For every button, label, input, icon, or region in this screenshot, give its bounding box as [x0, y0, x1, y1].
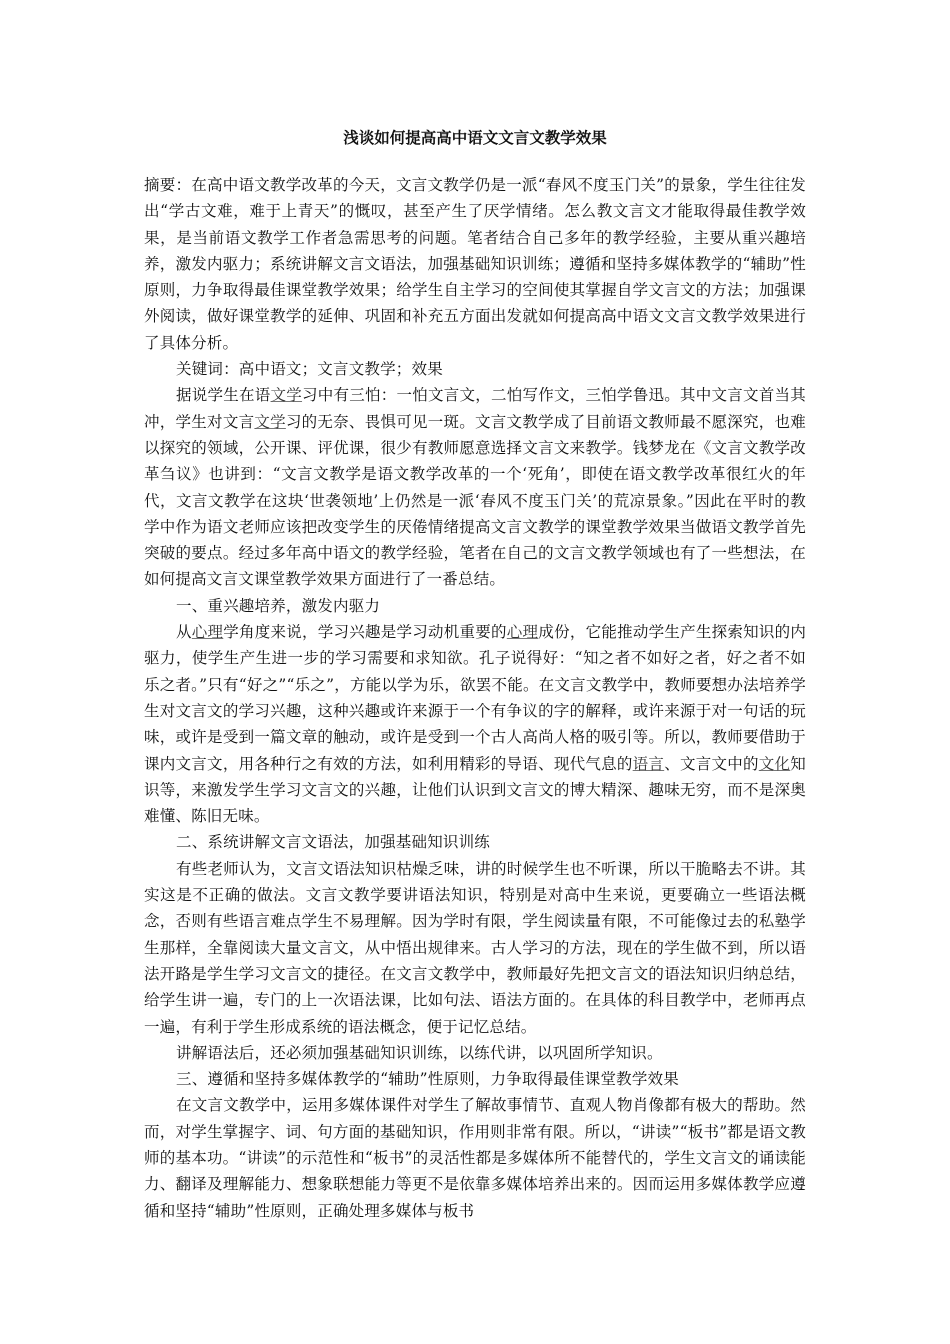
document-page — [144, 125, 806, 1224]
intro-paragraph — [144, 382, 806, 592]
section-1-heading: 一、重兴趣培养，激发内驱力 — [176, 596, 381, 615]
intro-text-3: 习的无奈、畏惧可见一斑。文言文教学成了目前语文教师最不愿深究，也难以探究的领域，公开课、评优课，很少有教师愿意选择文言文来教学。钱梦龙在《文言文教学改革刍议》也讲到：“文言文教学是语文教学改革的一个‘死角’，即使在语文教学改革很红火的年代，文言文教学在这块‘世袭领地’上仍然是一派‘春风不度玉门关’的荒凉景象。”因此在平时的教学中作为语文老师应该把改变学生的厌倦情绪提高文言文教学的课堂教学效果当做语文教学首先突破的要点。经过多年高中语文的教学经验，笔者在自己的文言文教学领域也有了一些想法，在如何提高文言文课堂教学效果方面进行了一番总结。 — [144, 412, 806, 589]
hyperlink-yuyan[interactable]: 语言 — [632, 754, 665, 773]
hyperlink-wenxue-2[interactable]: 文学 — [254, 412, 286, 431]
intro-text-2: 习中有三怕：一怕文言文，二怕写作文，三怕学鲁迅。其中文言文首当其冲，学生对文言 — [144, 386, 807, 431]
section-2-followup: 讲解语法后，还必须加强基础知识训练，以练代讲，以巩固所学知识。 — [176, 1043, 663, 1062]
section-3-heading: 三、遵循和坚持多媒体教学的“辅助”性原则，力争取得最佳课堂教学效果 — [176, 1070, 679, 1089]
hyperlink-wenxue-1[interactable]: 文学 — [270, 386, 303, 405]
hyperlink-xinli-1[interactable]: 心理 — [191, 623, 224, 642]
document-title: 浅谈如何提高高中语文文言文教学效果 — [343, 128, 607, 147]
section-1-paragraph — [144, 619, 806, 829]
section-3-paragraph: 在文言文教学中，运用多媒体课件对学生了解故事情节、直观人物肖像都有极大的帮助。然而，对学生掌握字、词、句方面的基础知识，作用则非常有限。所以，“讲读”“板书”都是语文教师的基本功。“讲读”的示范性和“板书”的灵活性都是多媒体所不能替代的，学生文言文的诵读能力、翻译及理解能力、想象联想能力等更不是依靠多媒体培养出来的。因而运用多媒体教学应遵循和坚持“辅助”性原则，正确处理多媒体与板书 — [144, 1096, 806, 1220]
section-2-heading: 二、系统讲解文言文语法，加强基础知识训练 — [176, 833, 491, 852]
section-2-paragraph: 有些老师认为，文言文语法知识枯燥乏味，讲的时候学生也不听课，所以干脆略去不讲。其实这是不正确的做法。文言文教学要讲语法知识，特别是对高中生来说，更要确立一些语法概念，否则有些语言难点学生不易理解。因为学时有限，学生阅读量有限，不可能像过去的私塾学生那样，全靠阅读大量文言文，从中悟出规律来。古人学习的方法，现在的学生做不到，所以语法开路是学生学习文言文的捷径。在文言文教学中，教师最好先把文言文的语法知识归纳总结，给学生讲一遍，专门的上一次语法课，比如句法、语法方面的。在具体的科目教学中，老师再点一遍，有利于学生形成系统的语法概念，便于记忆总结。 — [144, 859, 806, 1036]
keywords-line: 关键词：高中语文；文言文教学；效果 — [176, 360, 443, 379]
section-1-text-4: 、文言文中的 — [664, 754, 759, 773]
abstract-paragraph: 摘要：在高中语文教学改革的今天，文言文教学仍是一派“春风不度玉门关”的景象，学生往往发出“学古文难，难于上青天”的慨叹，甚至产生了厌学情绪。怎么教文言文才能取得最佳教学效果，是当前语文教学工作者急需思考的问题。笔者结合自己多年的教学经验，主要从重兴趣培养，激发内驱力；系统讲解文言文语法，加强基础知识训练；遵循和坚持多媒体教学的“辅助”性原则，力争取得最佳课堂教学效果；给学生自主学习的空间使其掌握自学文言文的方法；加强课外阅读，做好课堂教学的延伸、巩固和补充五方面出发就如何提高高中语文文言文教学效果进行了具体分析。 — [144, 176, 806, 352]
section-1-text-2: 学角度来说，学习兴趣是学习动机重要的 — [223, 623, 507, 642]
intro-text-1: 据说学生在语 — [176, 386, 271, 405]
hyperlink-xinli-2[interactable]: 心理 — [506, 623, 539, 642]
hyperlink-wenhua[interactable]: 文化 — [758, 754, 791, 773]
section-1-text-1: 从 — [176, 623, 192, 642]
section-1-text-5: 知识等，来激发学生学习文言文的兴趣，让他们认识到文言文的博大精深、趣味无穷，而不是深奥难懂、陈旧无味。 — [144, 754, 806, 826]
section-1-text-3: 成份，它能推动学生产生探索知识的内驱力，使学生产生进一步的学习需要和求知欲。孔子说得好：“知之者不如好之者，好之者不如乐之者。”只有“好之”“乐之”，方能以学为乐，欲罢不能。在文言文教学中，教师要想办法培养学生对文言文的学习兴趣，这种兴趣或许来源于一个有争议的字的解释，或许来源于对一句话的玩味，或许是受到一篇文章的触动，或许是受到一个古人高尚人格的吸引等。所以，教师要借助于课内文言文，用各种行之有效的方法，如利用精彩的导语、现代气息的 — [144, 623, 807, 773]
